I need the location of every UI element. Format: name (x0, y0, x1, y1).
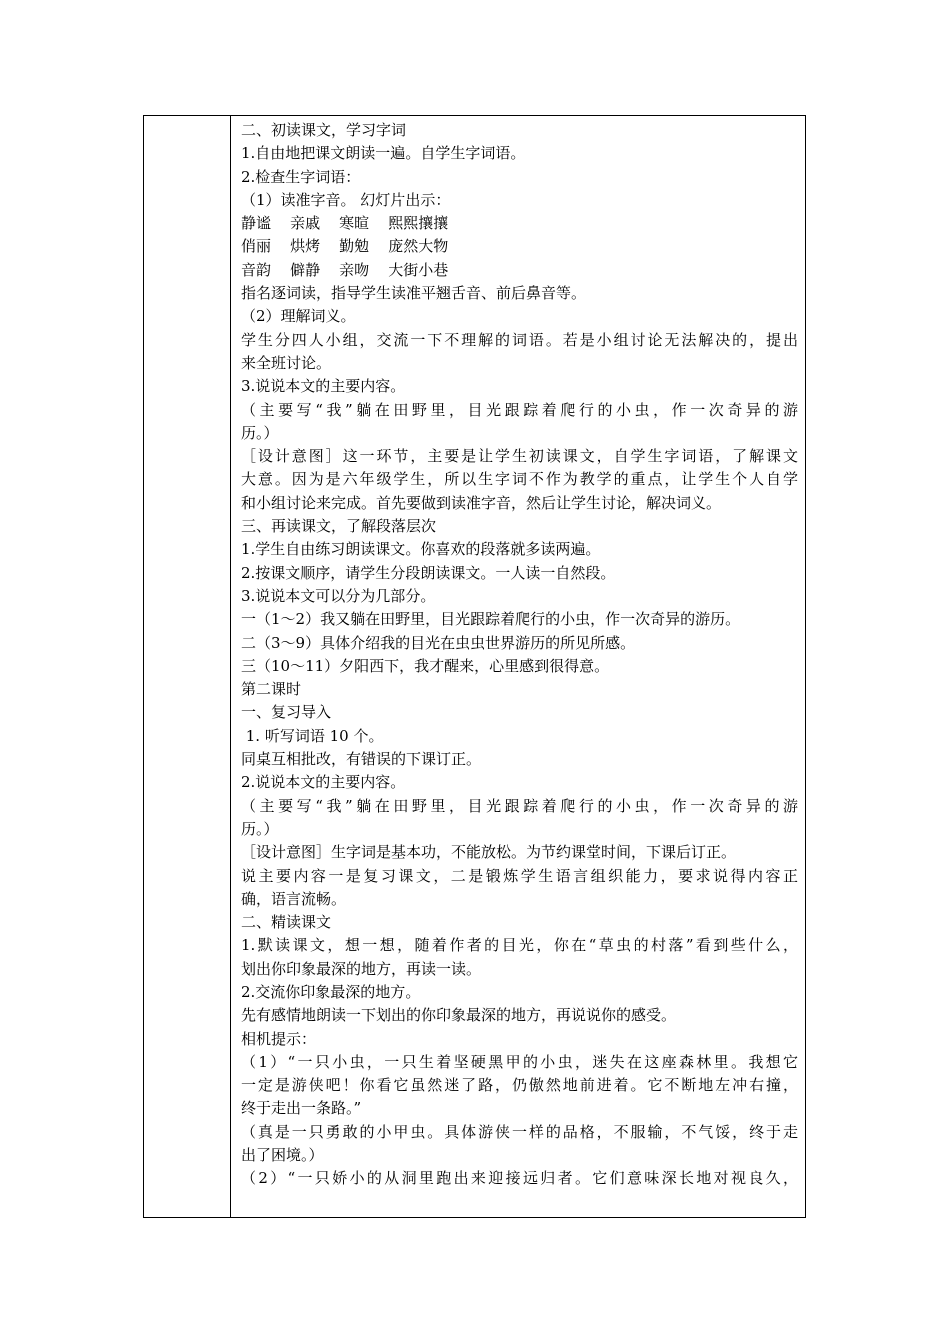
text-line: 和小组讨论来完成。首先要做到读准字音，然后让学生讨论，解决词义。 (241, 493, 722, 512)
text-line: 历。） (241, 819, 279, 838)
text-line: 一定是游侠吧！你看它虽然迷了路，仍傲然地前进着。它不断地左冲右撞， (241, 1076, 798, 1095)
text-line: 历。） (241, 423, 279, 442)
text-line: 确，语言流畅。 (241, 889, 347, 908)
text-line: 二、初读课文，学习字词 (241, 121, 407, 139)
text-line: 先有感情地朗读一下划出的你印象最深的地方，再说说你的感受。 (241, 1006, 677, 1025)
text-line: 同桌互相批改，有错误的下课订正。 (241, 750, 482, 769)
text-line: （2）“一只娇小的从洞里跑出来迎接远归者。它们意味深长地对视良久， (241, 1169, 798, 1188)
text-line: （主要写“我”躺在田野里，目光跟踪着爬行的小虫，作一次奇异的游 (241, 796, 798, 815)
text-line: 1.默读课文，想一想，随着作者的目光，你在“草虫的村落”看到些什么， (241, 936, 798, 955)
text-line: 1. 听写词语 10 个。 (241, 726, 384, 745)
text-line: 终于走出一条路。” (241, 1099, 362, 1118)
text-line: 2.按课文顺序，请学生分段朗读课文。一人读一自然段。 (241, 563, 616, 582)
text-line: 1.学生自由练习朗读课文。你喜欢的段落就多读两遍。 (241, 540, 601, 559)
text-line: （1）读准字音。 幻灯片出示： (241, 190, 451, 209)
text-line: 相机提示： (241, 1029, 317, 1048)
text-line: 第二课时 (241, 680, 302, 699)
text-line: （真是一只勇敢的小甲虫。具体游侠一样的品格，不服输，不气馁，终于走 (241, 1122, 798, 1141)
text-line: 静谧 亲戚 寒暄 熙熙攘攘 (241, 214, 449, 233)
text-line: 2.说说本文的主要内容。 (241, 773, 406, 792)
text-line: 3.说说本文的主要内容。 (241, 377, 406, 396)
text-line: 说主要内容一是复习课文，二是锻炼学生语言组织能力，要求说得内容正 (241, 866, 798, 885)
text-line: ［设计意图］生字词是基本功，不能放松。为节约课堂时间，下课后订正。 (241, 843, 737, 862)
text-line: 1.自由地把课文朗读一遍。自学生字词语。 (241, 144, 526, 163)
text-line: ［设计意图］这一环节，主要是让学生初读课文，自学生字词语，了解课文 (241, 447, 798, 466)
text-line: 音韵 僻静 亲吻 大街小巷 (241, 260, 449, 279)
text-line: 2.交流你印象最深的地方。 (241, 982, 421, 1001)
text-line: 来全班讨论。 (241, 353, 332, 372)
text-line: 划出你印象最深的地方，再读一读。 (241, 959, 482, 978)
text-line: 二、精读课文 (241, 913, 332, 932)
text-line: 三（10～11）夕阳西下，我才醒来，心里感到很得意。 (241, 656, 610, 675)
text-line: 三、再读课文，了解段落层次 (241, 517, 437, 536)
text-line: 一（1～2）我又躺在田野里，目光跟踪着爬行的小虫，作一次奇异的游历。 (241, 610, 741, 629)
text-line: 大意。因为是六年级学生，所以生字词不作为教学的重点，让学生个人自学 (241, 470, 798, 489)
text-line: 二（3～9）具体介绍我的目光在虫虫世界游历的所见所感。 (241, 633, 636, 652)
text-line: 3.说说本文可以分为几部分。 (241, 586, 436, 605)
table-left-column (144, 116, 231, 1217)
text-line: 学生分四人小组，交流一下不理解的词语。若是小组讨论无法解决的，提出 (241, 330, 798, 349)
text-line: （2）理解词义。 (241, 307, 356, 326)
text-line: 出了困境。） (241, 1146, 324, 1165)
text-line: （1）“一只小虫，一只生着坚硬黑甲的小虫，迷失在这座森林里。我想它 (241, 1052, 798, 1071)
table-content-cell (231, 116, 805, 1217)
text-line: 一、复习导入 (241, 703, 332, 722)
text-line: 指名逐词读，指导学生读准平翘舌音、前后鼻音等。 (241, 284, 587, 303)
text-line: 2.检查生字词语： (241, 167, 361, 186)
text-line: （主要写“我”躺在田野里，目光跟踪着爬行的小虫，作一次奇异的游 (241, 400, 798, 419)
text-line: 俏丽 烘烤 勤勉 庞然大物 (241, 237, 449, 256)
lesson-plan-table (143, 115, 806, 1218)
